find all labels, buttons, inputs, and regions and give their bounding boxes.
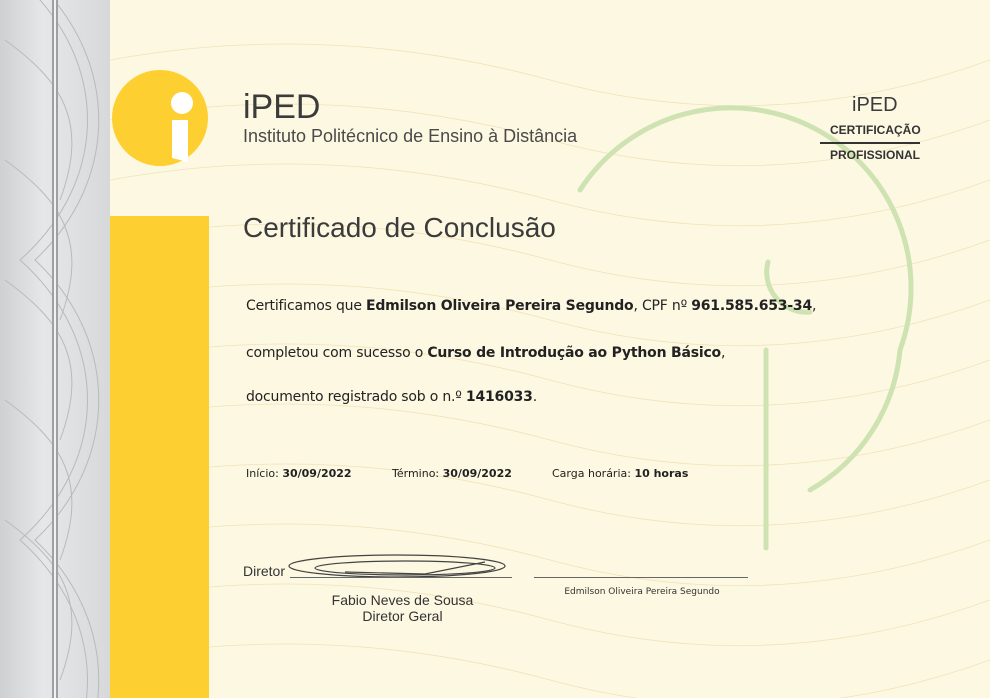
decorative-side-band <box>0 0 110 698</box>
student-signature-name: Edmilson Oliveira Pereira Segundo <box>564 587 720 597</box>
course-hours <box>552 467 688 480</box>
body-line-1 <box>246 298 816 314</box>
line1-suffix: , <box>812 298 817 314</box>
line2-prefix: completou com sucesso o <box>246 345 428 361</box>
end-value: 30/09/2022 <box>442 467 512 480</box>
start-value: 30/09/2022 <box>282 467 352 480</box>
course-name: Curso de Introdução ao Python Básico <box>427 345 721 361</box>
end-date <box>392 467 512 480</box>
cpf-value: 961.585.653-34 <box>691 298 813 314</box>
line3-suffix: . <box>532 389 537 405</box>
line3-prefix: documento registrado sob o n.º <box>246 389 466 405</box>
line2-suffix: , <box>720 345 726 361</box>
hours-value: 10 horas <box>634 467 689 480</box>
end-label: Término: <box>392 467 443 480</box>
brand-name: iPED <box>243 88 321 126</box>
side-band-ornament <box>0 0 110 698</box>
director-label: Diretor <box>243 563 286 579</box>
student-name: Edmilson Oliveira Pereira Segundo <box>366 298 634 314</box>
registration-number: 1416033 <box>465 389 533 405</box>
body-line-2 <box>246 345 725 361</box>
director-signature-line <box>290 577 512 578</box>
line1-mid: , CPF nº <box>633 298 692 314</box>
start-date <box>246 467 352 480</box>
hours-label: Carga horária: <box>552 467 635 480</box>
start-label: Início: <box>246 467 283 480</box>
badge-divider <box>820 142 920 144</box>
student-signature-line <box>534 577 748 578</box>
iped-logo <box>112 70 208 166</box>
director-name: Fabio Neves de Sousa <box>331 592 474 608</box>
line1-prefix: Certificamos que <box>246 298 366 314</box>
director-signature <box>285 550 515 586</box>
badge-line-1: CERTIFICAÇÃO <box>830 123 921 137</box>
brand-subtitle: Instituto Politécnico de Ensino à Distância <box>243 126 578 146</box>
certificate-title: Certificado de Conclusão <box>243 212 556 243</box>
director-role: Diretor Geral <box>362 608 443 624</box>
badge-line-2: PROFISSIONAL <box>830 148 921 162</box>
badge-brand: iPED <box>852 94 898 116</box>
logo-i-mark <box>112 70 208 166</box>
body-line-3 <box>246 389 537 405</box>
accent-bar <box>110 216 209 698</box>
